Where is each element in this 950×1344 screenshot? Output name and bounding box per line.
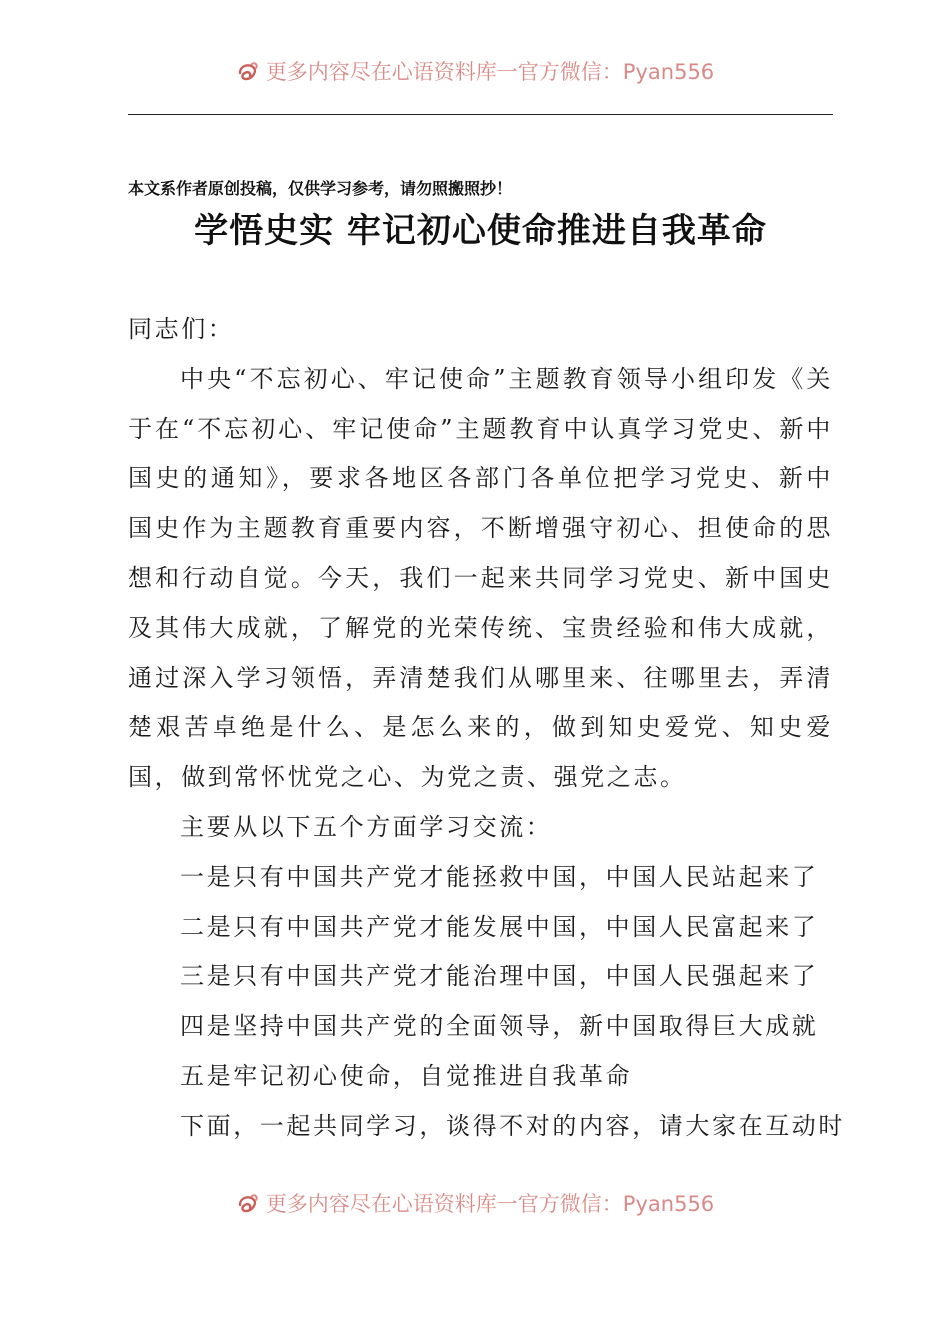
page-footer-watermark <box>0 1188 950 1218</box>
heart-swirl-logo-icon <box>236 1191 260 1215</box>
points-lead-paragraph: 主要从以下五个方面学习交流： <box>180 812 553 841</box>
footer-watermark-text: 更多内容尽在心语资料库一官方微信：Pyan556 <box>265 1192 715 1216</box>
document-title: 学悟史实 牢记初心使命推进自我革命 <box>194 211 767 251</box>
closing-line: 下面，一起共同学习，谈得不对的内容，请大家在互动时 <box>180 1111 845 1140</box>
point-item: 四是坚持中国共产党的全面领导，新中国取得巨大成就 <box>180 1012 819 1041</box>
intro-paragraph: 中央“不忘初心、牢记使命”主题教育领导小组印发《关于在“不忘初心、牢记使命”主题教育中认真学习党史、新中国史的通知》，要求各地区各部门各单位把学习党史、新中国史作为主题教育重要内容，不断增强守初心、担使命的思想和行动自觉。今天，我们一起来共同学习党史、新中国史及其伟大成就，了解党的光荣传统、宝贵经验和伟大成就，通过深入学习领悟，弄清楚我们从哪里来、往哪里去，弄清楚艰苦卓绝是什么、是怎么来的，做到知史爱党、知史爱国，做到常怀忧党之心、为党之责、强党之志。 <box>128 364 833 792</box>
originality-notice: 本文系作者原创投稿，仅供学习参考，请勿照搬照抄！ <box>128 179 513 198</box>
header-watermark-text: 更多内容尽在心语资料库一官方微信：Pyan556 <box>265 60 715 84</box>
salutation: 同志们： <box>128 315 235 343</box>
point-item: 二是只有中国共产党才能发展中国，中国人民富起来了 <box>180 912 819 941</box>
point-item: 一是只有中国共产党才能拯救中国，中国人民站起来了 <box>180 862 819 891</box>
page-header-watermark <box>0 56 950 86</box>
header-divider <box>128 114 833 115</box>
heart-swirl-logo-icon <box>236 59 260 83</box>
document-body <box>128 305 845 1152</box>
point-item: 五是牢记初心使命，自觉推进自我革命 <box>180 1061 633 1090</box>
point-item: 三是只有中国共产党才能治理中国，中国人民强起来了 <box>180 962 819 991</box>
